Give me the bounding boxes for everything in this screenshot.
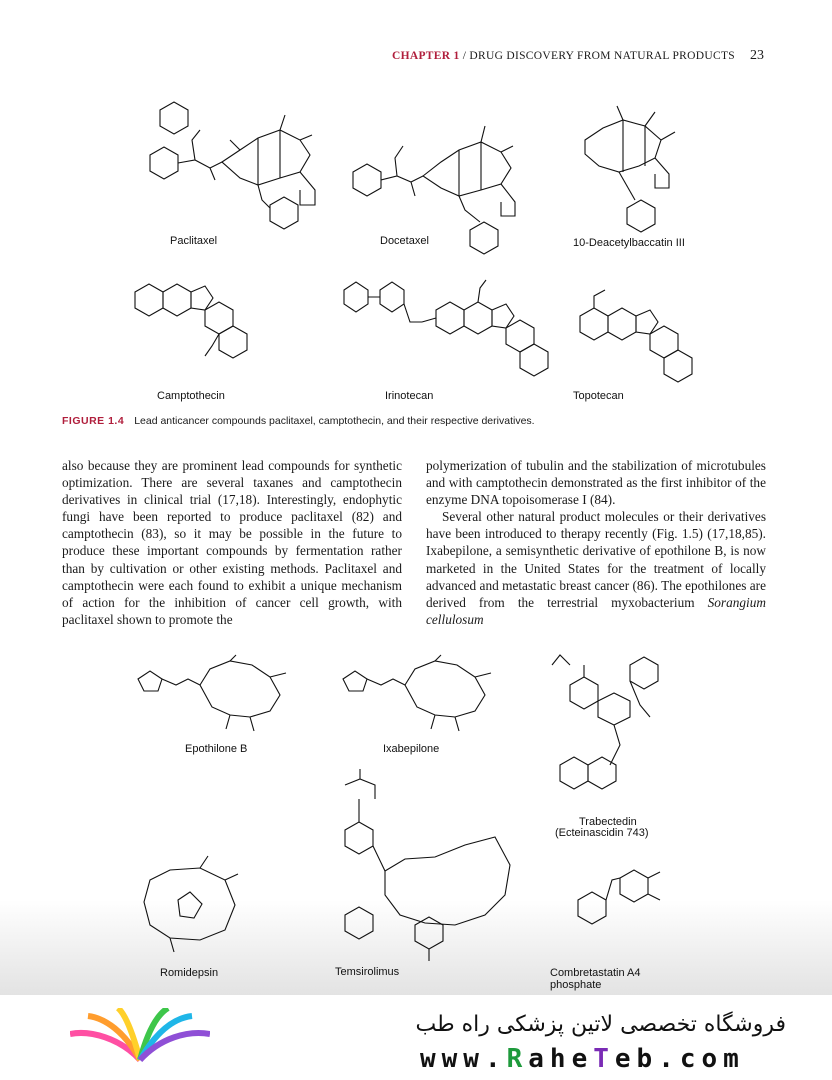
running-header	[0, 50, 832, 70]
page-number: 23	[750, 48, 764, 63]
topotecan-structure	[565, 290, 705, 402]
fig-label-ixabepilone: Ixabepilone	[383, 743, 440, 755]
temsirolimus-structure	[305, 775, 535, 980]
romidepsin-structure	[130, 860, 250, 979]
irinotecan-structure	[340, 270, 560, 402]
trabectedin-structure	[530, 645, 700, 839]
fig-label-camptothecin: Camptothecin	[157, 390, 225, 402]
fig-label-topotecan: Topotecan	[573, 390, 624, 402]
chapter-label: CHAPTER 1	[392, 50, 460, 62]
fig-label-epothilone-b: Epothilone B	[185, 743, 248, 755]
url-r: R	[506, 1044, 529, 1074]
fig-label-temsirolimus: Temsirolimus	[335, 966, 400, 978]
figure-number: FIGURE 1.4	[62, 415, 125, 427]
book-logo-icon	[70, 1008, 210, 1073]
right-paragraph-2-text: Several other natural product molecules or their derivatives have been introduced to therapy recently (Fig. 1.5) (17,18,85). Ixabepilone, a semisynthetic derivative of epothilone B, is now marketed in the United States for the treatment of locally advanced and metastatic breast cancer (86). The epothilones are derived from the terrestrial myxobacterium	[426, 509, 766, 610]
chapter-separator: /	[459, 50, 470, 62]
deacetylbaccatin-structure	[565, 100, 705, 255]
figure-caption	[62, 415, 782, 427]
epothilone-b-structure	[130, 655, 310, 755]
fig-label-romidepsin: Romidepsin	[160, 967, 219, 979]
fig-label-irinotecan: Irinotecan	[385, 390, 434, 402]
fig-label-combretastatin: Combretastatin A4	[550, 967, 641, 979]
url-t: T	[593, 1044, 615, 1074]
ixabepilone-structure	[335, 655, 515, 755]
camptothecin-structure	[130, 280, 260, 402]
url-eb: eb	[614, 1044, 659, 1074]
fig-label-paclitaxel: Paclitaxel	[170, 235, 218, 247]
fig-label-combretastatin-2: phosphate	[550, 979, 602, 991]
left-paragraph: also because they are prominent lead compounds for synthetic optimization. There are several taxanes and camptothecin derivatives in clinical trial (17,18). Interestingly, endophytic fungi have been reported to produce paclitaxel (82) and camptothecin (83), so it may be possible in the future to produce these important compounds by fermentation rather than by cultivation or other existing methods. Paclitaxel and camptothecin were each found to exhibit a unique mechanism of action for the inhibition of cancer cell growth, with paclitaxel shown to promote the	[62, 458, 402, 627]
right-column	[426, 457, 766, 628]
left-column	[62, 457, 402, 628]
fig-label-docetaxel: Docetaxel	[380, 235, 429, 247]
store-url	[420, 1044, 745, 1074]
url-ahe: ahe	[528, 1044, 594, 1074]
fig-label-trabectedin: Trabectedin	[579, 816, 637, 828]
right-paragraph-1: polymerization of tubulin and the stabilization of microtubules and with camptothecin demonstrated as the first inhibitor of the enzyme DNA topoisomerase I (84).	[426, 458, 766, 508]
caption-text: Lead anticancer compounds paclitaxel, camptothecin, and their respective derivatives.	[134, 415, 535, 427]
species-name: Sorangium cellulosum	[426, 594, 766, 627]
url-prefix: www.	[420, 1044, 507, 1074]
right-paragraph-2	[426, 508, 766, 628]
url-suffix: .com	[658, 1044, 745, 1074]
store-name-persian: فروشگاه تخصصی لاتین پزشکی راه طب	[415, 1012, 786, 1037]
fig-label-trabectedin-alt: (Ecteinascidin 743)	[555, 827, 649, 839]
chapter-heading	[392, 50, 735, 62]
fig-label-deacetylbaccatin: 10-Deacetylbaccatin III	[573, 237, 685, 249]
docetaxel-structure	[345, 110, 545, 265]
chapter-title: DRUG DISCOVERY FROM NATURAL PRODUCTS	[469, 50, 735, 62]
paclitaxel-structure	[130, 100, 330, 255]
combretastatin-structure	[550, 860, 710, 991]
